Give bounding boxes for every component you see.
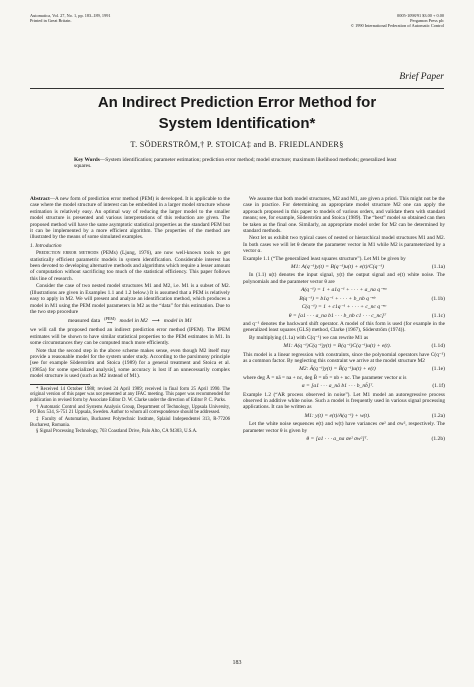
equation-1-2a xyxy=(243,413,445,419)
equation-number: (1.2a) xyxy=(431,412,445,419)
equation-1-2b xyxy=(243,436,445,442)
flow-measured-data: measured data xyxy=(67,318,101,325)
authors: T. SÖDERSTRÖM,† P. STOICA‡ and B. FRIEDLANDER§ xyxy=(130,140,344,149)
journal-citation: Automatica, Vol. 27, No. 1, pp. 183–189, 1991 Printed in Great Britain. xyxy=(30,13,111,24)
intro-small-caps: Prediction error methods xyxy=(36,250,99,257)
footnote-author-3: § Signal Processing Technology, 703 Coastland Drive, Palo Alto, CA 94303, U.S.A. xyxy=(36,429,198,435)
equation-theta xyxy=(243,313,445,319)
flow-arrow-pem xyxy=(104,317,115,325)
equation-number: (1.1f) xyxy=(432,383,445,390)
equation-body: C(q⁻¹) = 1 + c1q⁻¹ + · · · + c_nc q⁻ⁿᶜ xyxy=(301,304,387,311)
page-number: 183 xyxy=(232,660,242,666)
equation-number: (1.2b) xyxy=(431,436,445,442)
right-column xyxy=(243,196,445,444)
equation-body: θ = [a1 · · · a_na σe² σw²]ᵀ. xyxy=(306,436,369,442)
left-column xyxy=(30,196,230,436)
equation-number: (1.1e) xyxy=(431,366,445,373)
equation-1-1f xyxy=(243,383,445,389)
paragraph-signals: In (1.1) u(t) denotes the input signal, y(t) the output signal and e(t) white noise. The polynomials and the parameter vector θ are xyxy=(243,272,445,285)
header-divider xyxy=(30,88,444,89)
paper-title xyxy=(40,92,434,134)
abstract xyxy=(30,196,230,241)
paragraph-model-structures: We assume that both model structures, M2 and M1, are given a priori. This might not be the case in practice. For determining an appropriate model structure M2 one can apply the approach proposed in this paper to models of various orders, and validate them with standard means; see, for example, Söderström and Stoica (1989). The “best” model so obtained can then be taken as the final one. Similarly, an appropriate model order for M2 can be determined by standard methods. xyxy=(243,196,445,235)
equation-body: θ = [a1 · · · a_na b1 · · · b_nb c1 · · · c_nc]ᵀ xyxy=(288,312,387,319)
equation-body: A(q⁻¹) = 1 + a1q⁻¹ + · · · + a_na q⁻ⁿᵃ xyxy=(301,287,387,294)
example-1-1: Example 1.1 (“The generalized least squares structure”). Let M1 be given by xyxy=(243,255,406,262)
flow-model-m1: model in M1 xyxy=(163,318,193,325)
two-step-scheme xyxy=(30,317,230,325)
equation-number: (1.1b) xyxy=(431,295,445,302)
equation-number: (1.1c) xyxy=(431,312,445,319)
equation-body: B(q⁻¹) = b1q⁻¹ + · · · + b_nb q⁻ⁿᵇ xyxy=(299,295,376,302)
example-1-2: Example 1.2 (“AR process observed in noise”). Let M1 model an autoregressive process observed in additive white noise. Such a model is frequently used in various signal processing applications. It can be written as xyxy=(243,391,445,411)
equation-number: (1.1a) xyxy=(431,264,445,271)
equation-number: (1.1d) xyxy=(431,343,445,350)
equation-A xyxy=(243,287,445,293)
section-label: Brief Paper xyxy=(399,72,444,82)
keywords-text: —System identification; parameter estimation; prediction error method; model structure; maximum likelihood methods; generalized least squares. xyxy=(74,157,397,170)
equation-body: M1: A(q⁻¹)C(q⁻¹)y(t) = B(q⁻¹)C(q⁻¹)u(t) + e(t). xyxy=(283,343,392,350)
title-line-1: An Indirect Prediction Error Method for xyxy=(97,94,377,111)
equation-body: M1: y(t) = e(t)/A(q⁻¹) + w(t). xyxy=(304,412,371,419)
equation-1-1e xyxy=(243,366,445,372)
footnote-author-2: ‡ Faculty of Automation, Bucharest Polytechnic Institute, Splaiul Independentei 313, R-77206 Bucharest, Romania. xyxy=(30,417,230,428)
arrow-icon: ⟶ xyxy=(106,320,113,326)
intro-text-1: (PEMs) (Ljung, 1976), are now well-known tools to get statistically efficient parametric models in system identification. Considerable interest has been devoted to developing alternative methods and algorithms which require a lesser amount of computation without sacrificing too much of the statistical efficiency. This paper follows this line of research. xyxy=(30,250,230,282)
intro-paragraph-1 xyxy=(30,250,230,282)
flow-model-m2: model in M2 xyxy=(119,318,148,325)
footnote-divider xyxy=(30,384,90,385)
title-line-2: System Identification* xyxy=(158,115,316,132)
equation-1-1d xyxy=(243,343,445,349)
equation-body: M2: Ā(q⁻¹)y(t) = B̄(q⁻¹)u(t) + e(t) xyxy=(299,366,376,373)
abstract-text: —A new form of prediction error method (PEM) is developed. It is applicable to the case where the model structure of interest can be embedded in a larger model structure whose estimation is relatively easy. An optimal way of reducing the larger model to the smaller model structure is presented and various interpretations of this reduction are given. The proposed method will have the same asymptotic statistical properties as the standard PEM but it can be implemented by a more efficient algorithm. The properties of the method are illustrated by the means of some simulated examples. xyxy=(30,196,230,241)
intro-paragraph-4: Note that the second step in the above scheme makes sense, even though M2 itself may provide a reasonable model for the system under study. According to the parsimony principle [see for example Söderström and Stoica (1989) for a general treatment and Stoica et al. (1985a) for some specialized analysis], some accuracy is lost if an unnecessarily complex model structure is used (such as M2 instead of M1). xyxy=(30,347,230,380)
section-heading: 1. Introduction xyxy=(30,242,62,249)
footnote-author-1: † Automatic Control and Systems Analysis Group, Department of Technology, Uppsala University, PO Box 534, S-751 21 Uppsala, Sweden. Author to whom all correspondence should be addressed. xyxy=(30,404,230,416)
equation-C xyxy=(243,304,445,310)
paragraph-shift-operator: and q⁻¹ denotes the backward shift operator. A model of this form is used (for example in the generalized least squares (GLS) method, Clarke (1967), Söderström (1974)). xyxy=(243,320,445,334)
equation-body: α = [a1 · · · a_nā b1 · · · b_nb̄]ᵀ. xyxy=(301,383,374,390)
paragraph-rewrite: By multiplying (1.1a) with C(q⁻¹) we can rewrite M1 as xyxy=(249,334,369,341)
equation-body: M1: A(q⁻¹)y(t) = B(q⁻¹)u(t) + e(t)/C(q⁻¹) xyxy=(290,264,384,271)
publisher-info: 0005-1098/91 $3.00 + 0.00 Pergamon Press plc © 1990 International Federation of Automatic Control xyxy=(350,13,444,29)
paragraph-white-noise: Let the white noise sequences e(t) and w(t) have variances σe² and σw², respectively. The parameter vector θ is given by xyxy=(243,421,445,434)
intro-paragraph-2: Consider the case of two nested model structures M1 and M2, i.e. M1 is a subset of M2. (Illustrations are given in Examples 1.1 and 1.2 below.) It is assumed that a PEM is relatively easy to apply in M2. We will present and analyze an identification method, which produces a model in M1 using the PEM model parameters in M2 as the “data” for this estimation. Due to the two step procedure xyxy=(30,283,230,315)
keywords xyxy=(74,157,402,170)
paragraph-degrees: where deg Ā = nā = na + nc, deg B̄ = nb̄ = nb + nc. The parameter vector α is xyxy=(243,374,407,381)
footnote-received: * Received 14 October 1988; revised 24 April 1989; received in final form 25 April 1990. The original version of this paper was not presented at any IFAC meeting. This paper was recommended for publication in revised form by Associate Editor D. W. Clarke under the direction of Editor P. C. Parks. xyxy=(30,386,230,403)
equation-1-1a xyxy=(243,264,445,270)
keywords-label: Key Words xyxy=(74,157,100,163)
intro-paragraph-3: we will call the proposed method an indirect prediction error method (IPEM). The IPEM estimates will be shown to have similar statistical properties to the PEM estimates in M1. In some circumstances they can be computed much more efficiently. xyxy=(30,327,230,347)
flow-pem-label: (PEM) xyxy=(104,316,116,322)
equation-B xyxy=(243,296,445,302)
paragraph-linear-regression: This model is a linear regression with constraints, since the polynomial operators have C(q⁻¹) as a common factor. By neglecting this constraint we arrive at the model structure M2 xyxy=(243,351,445,364)
paragraph-nested-cases: Next let us exhibit two typical cases of nested or hierarchical model structures M1 and M2. In both cases we will let θ denote the parameter vector in M1 while M2 is parameterized by a vector α. xyxy=(243,235,445,255)
abstract-label: Abstract xyxy=(30,196,50,202)
arrow-icon: ⟶ xyxy=(151,318,160,325)
